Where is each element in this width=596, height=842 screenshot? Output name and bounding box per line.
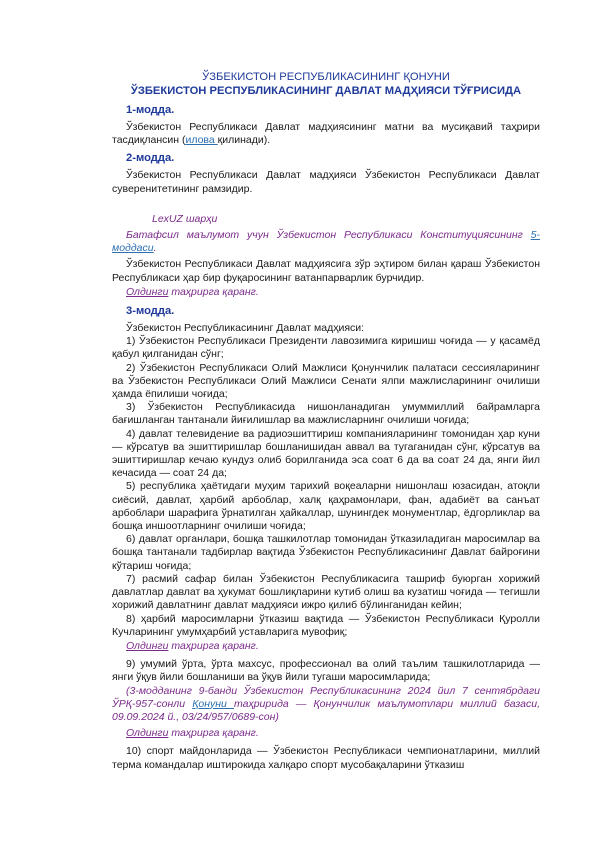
article-3-item: 4) давлат телевидение ва радиоэшиттириш компанияларининг томонидан ҳар куни — кўрсатув ва эшиттиришлар бошланишидан аввал ва тугаганидан сўнг, кўрсатув ва эшиттиришлар кечаю кундуз олиб борилганида эса соат 6 да ва соат 24 да, янги йил кечасида — соат 24 да;: [112, 427, 540, 480]
article-1-text: Ўзбекистон Республикаси Давлат мадҳиясининг матни ва мусиқавий таҳрири тасдиқлансин (илова қилинади).: [112, 121, 540, 147]
article-3-item: 2) Ўзбекистон Республикаси Олий Мажлиси Қонунчилик палатаси сессияларининг ва Ўзбекистон Республикаси Олий Мажлиси Сенати ялпи мажлисларининг очилиши ҳамда ёпилиши чоғида;: [112, 361, 540, 401]
previous-edition-link[interactable]: Олдинги: [126, 285, 169, 298]
law-subject-title: ЎЗБЕКИСТОН РЕСПУБЛИКАСИНИНГ ДАВЛАТ МАДҲИЯСИ ТЎҒРИСИДА: [130, 85, 522, 97]
law-title: ЎЗБЕКИСТОН РЕСПУБЛИКАСИНИНГ ҚОНУНИ: [202, 71, 450, 83]
previous-edition-note: Олдинги таҳрирга қаранг.: [126, 639, 259, 652]
constitution-article-5-link[interactable]: 5-моддаси: [112, 229, 540, 255]
article-2-text-2: Ўзбекистон Республикаси Давлат мадҳиясига зўр эҳтиром билан қараш Ўзбекистон Республикаси ҳар бир фуқаросининг ватанпарварлик бурчидир.: [112, 258, 540, 284]
appendix-link[interactable]: илова: [185, 134, 218, 147]
article-3-item: 6) давлат органлари, бошқа ташкилотлар томонидан ўтказиладиган маросимлар ва бошқа тантанали тадбирлар вақтида Ўзбекистон Республикасининг Давлат байроғини кўтариш чоғида;: [112, 533, 540, 572]
previous-edition-note: Олдинги таҳрирга қаранг.: [126, 285, 259, 298]
article-3-item: 8) ҳарбий маросимларни ўтказиш вақтида — Ўзбекистон Республикаси Қуролли Кучларининг умумҳарбий уставларига мувофиқ;: [112, 612, 540, 638]
article-3-item: 1) Ўзбекистон Республикаси Президенти лавозимига киришиш чоғида — у қасамёд қабул қилганидан сўнг;: [112, 335, 540, 361]
previous-edition-link[interactable]: Олдинги: [126, 639, 169, 652]
article-3-item: 10) спорт майдонларида — Ўзбекистон Республикаси чемпионатларини, миллий терма командалар иштирокида халқаро спорт мусобақаларини ўтказиш: [112, 745, 540, 771]
article-3-item: 5) республика ҳаётидаги муҳим тарихий воқеаларни нишонлаш юзасидан, атоқли сиёсий, давлат, ҳарбий арбоблар, халқ қаҳрамонлари, фан, адабиёт ва санъат арбоблари шарафига ўрнатилган ҳайкаллар, шунингдек монументлар, ёдгорликлар ва бошқа иншоотларнинг очилиши чоғида;: [112, 480, 540, 533]
amendment-note: (3-модданинг 9-банди Ўзбекистон Республикасининг 2024 йил 7 сентябрдаги ЎРҚ-957-сонли Қонуни таҳририда — Қонунчилик маълумотлари миллий базаси, 09.09.2024 й., 03/24/957/0689-сон): [112, 684, 540, 723]
article-3-item: 3) Ўзбекистон Республикасида нишонланадиган умуммиллий байрамларга бағишланган тантанали йиғилишлар ва мажлисларнинг очилиши чоғида;: [112, 401, 540, 427]
previous-edition-note: Олдинги таҳрирга қаранг.: [126, 727, 259, 740]
law-link[interactable]: Қонуни: [192, 697, 234, 710]
article-2-heading: 2-модда.: [126, 152, 175, 165]
article-3-item: 7) расмий сафар билан Ўзбекистон Республикасига ташриф буюрган хорижий давлатлар давлат ва ҳукумат бошлиқларини кутиб олиш ва кузатиш чоғида — тегишли хорижий давлатнинг давлат мадҳияси ижро қилиб бўлинганидан кейин;: [112, 572, 540, 612]
lexuz-commentary-title: LexUZ шарҳи: [152, 212, 218, 225]
previous-edition-link[interactable]: Олдинги: [126, 727, 169, 740]
article-2-text: Ўзбекистон Республикаси Давлат мадҳияси Ўзбекистон Республикаси Давлат суверенитетининг рамзидир.: [112, 169, 540, 195]
article-1-heading: 1-модда.: [126, 104, 175, 116]
article-3-heading: 3-модда.: [126, 305, 175, 318]
lexuz-commentary-text: Батафсил маълумот учун Ўзбекистон Республикаси Конституциясининг 5-моддаси.: [112, 229, 540, 255]
article-3-item: 9) умумий ўрта, ўрта махсус, профессионал ва олий таълим ташкилотларида — янги ўқув йили бошланиши ва ўқув йили тугаши маросимларида;: [112, 658, 540, 684]
article-3-intro: Ўзбекистон Республикасининг Давлат мадҳияси:: [126, 322, 365, 335]
